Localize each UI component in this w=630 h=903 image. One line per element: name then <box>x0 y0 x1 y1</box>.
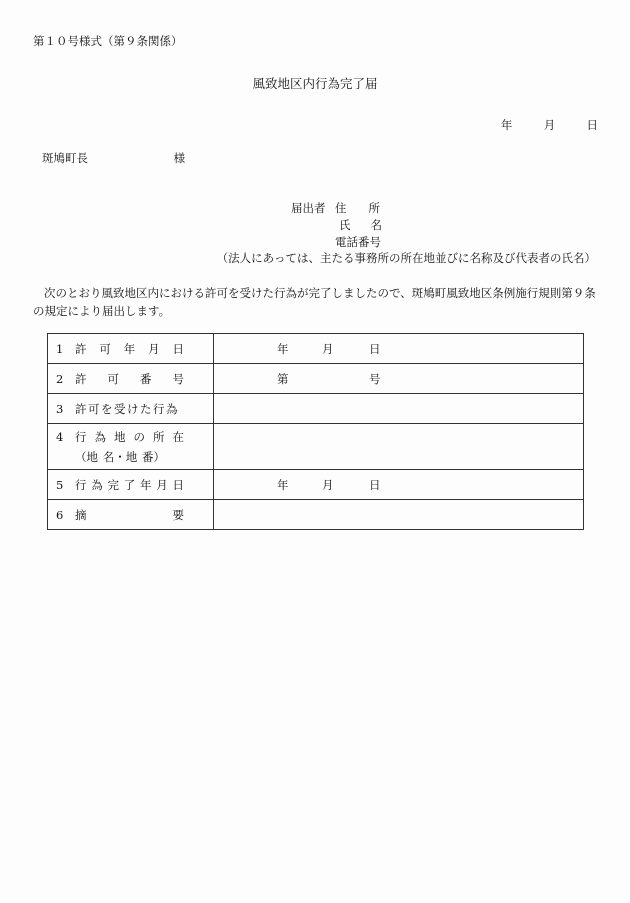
remarks-field[interactable] <box>214 500 584 530</box>
label-char: 月 <box>156 477 168 492</box>
label-char: 行 <box>75 429 87 444</box>
body-text: 次のとおり風致地区内における許可を受けた行為が完了しましたので、斑鳩町風致地区条例施行規則第９条の規定により届出します。 <box>33 286 596 318</box>
label-char: 日 <box>172 477 184 492</box>
addressee-name: 斑鳩町長 <box>42 151 88 165</box>
label-char: 年 <box>140 477 152 492</box>
table-row <box>48 364 584 394</box>
row-label: 許可を受けた行為 <box>75 401 179 416</box>
completion-form-table <box>47 333 584 530</box>
permitted-action-field[interactable] <box>214 394 584 424</box>
value-suffix: 号 <box>369 371 381 386</box>
label-char: 号 <box>172 371 184 386</box>
name-label-2: 名 <box>370 218 382 232</box>
label-char: 要 <box>172 507 184 522</box>
label-char: 年 <box>123 341 136 356</box>
label-char: 許 <box>75 371 87 386</box>
applicant-block <box>291 200 382 251</box>
label-char: の <box>133 429 145 444</box>
row-sublabel <box>56 449 165 465</box>
document-title: 風致地区内行為完了届 <box>252 76 378 91</box>
value-day: 日 <box>369 477 381 492</box>
applicant-label: 届出者 <box>291 201 326 215</box>
label-char: 所 <box>153 429 165 444</box>
phone-label: 電話番号 <box>335 235 381 249</box>
permit-date-field[interactable] <box>214 334 584 364</box>
address-label-1: 住 <box>335 201 347 215</box>
label-char: 月 <box>148 341 160 356</box>
corporate-note: （法人にあっては、主たる事務所の所在地並びに名称及び代表者の氏名） <box>216 251 596 265</box>
label-char: 在 <box>172 429 184 444</box>
table-row <box>48 470 584 500</box>
value-month: 月 <box>322 341 334 356</box>
addressee <box>42 150 185 166</box>
row-number: 3 <box>56 401 64 416</box>
table-row <box>48 500 584 530</box>
date-line <box>501 117 598 133</box>
label-char: 行 <box>75 477 87 492</box>
label-char: 日 <box>172 341 184 356</box>
label-char: 為 <box>91 477 103 492</box>
address-label-2: 所 <box>368 201 380 215</box>
row-number: 1 <box>56 341 64 356</box>
label-char: 番） <box>142 449 165 464</box>
value-prefix: 第 <box>277 371 289 386</box>
label-char: 可 <box>99 341 111 356</box>
label-char: 摘 <box>75 507 87 522</box>
label-char: 許 <box>75 341 87 356</box>
completion-date-field[interactable] <box>214 470 584 500</box>
label-char: （地 <box>75 449 98 464</box>
label-char: 地 <box>114 429 126 444</box>
row-number: 6 <box>56 507 64 522</box>
value-year: 年 <box>277 477 289 492</box>
date-day: 日 <box>586 118 598 132</box>
table-row <box>48 334 584 364</box>
form-number: 第１０号様式（第９条関係） <box>33 34 183 48</box>
permit-number-field[interactable] <box>214 364 584 394</box>
date-month: 月 <box>543 118 556 132</box>
table-row <box>48 424 584 470</box>
label-char: 名・地 <box>102 449 138 464</box>
action-location-field[interactable] <box>214 424 584 470</box>
addressee-honorific: 様 <box>173 151 186 165</box>
value-month: 月 <box>322 477 334 492</box>
label-char: 可 <box>107 371 119 386</box>
date-year: 年 <box>500 118 513 132</box>
label-char: 為 <box>94 429 106 444</box>
row-number: 2 <box>56 371 64 386</box>
row-number: 5 <box>56 477 64 492</box>
label-char: 了 <box>123 477 136 492</box>
table-row <box>48 394 584 424</box>
name-label-1: 氏 <box>339 218 351 232</box>
row-number: 4 <box>56 429 64 444</box>
label-char: 番 <box>140 371 152 386</box>
value-year: 年 <box>277 341 289 356</box>
label-char: 完 <box>107 477 119 492</box>
value-day: 日 <box>369 341 381 356</box>
